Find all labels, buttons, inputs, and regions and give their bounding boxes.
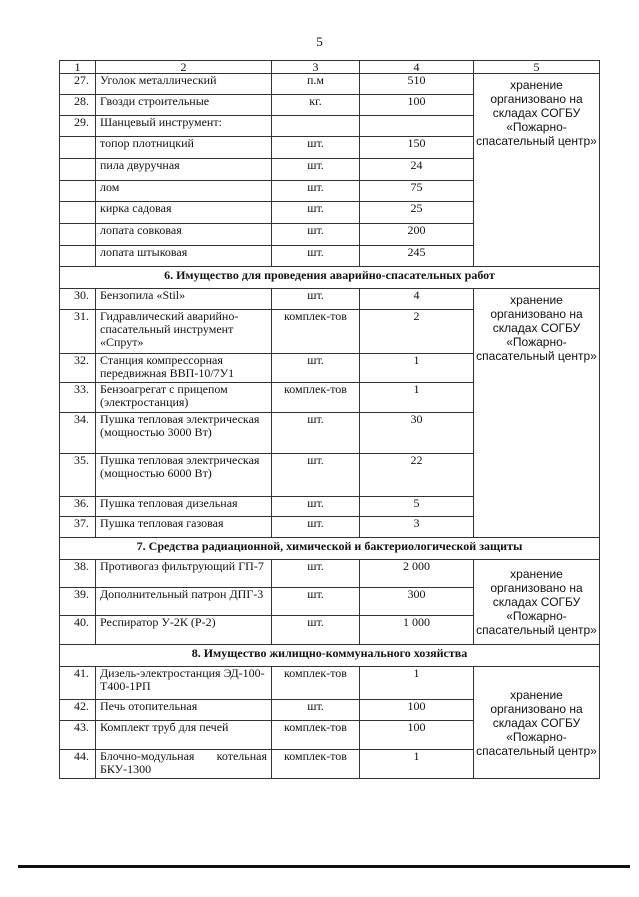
storage-note: хранение организовано на складах СОГБУ «Пожарно-спасательный центр» <box>474 289 600 538</box>
row-number: 28. <box>60 95 96 116</box>
item-name: лопата совковая <box>96 224 272 246</box>
item-name: Гидравлический аварийно-спасательный инструмент «Спрут» <box>96 310 272 354</box>
header-cell: 4 <box>360 61 474 74</box>
header-cell: 2 <box>96 61 272 74</box>
item-qty: 24 <box>360 159 474 181</box>
row-number <box>60 202 96 224</box>
row-number: 38. <box>60 560 96 588</box>
row-number: 44. <box>60 750 96 779</box>
row-number <box>60 224 96 246</box>
section-title: 8. Имущество жилищно-коммунального хозяйства <box>60 645 600 667</box>
item-qty: 1 <box>360 750 474 779</box>
item-name: Противогаз фильтрующий ГП-7 <box>96 560 272 588</box>
item-name: Бензоагрегат с прицепом (электростанция) <box>96 383 272 413</box>
item-unit: шт. <box>272 454 360 497</box>
item-qty: 30 <box>360 413 474 454</box>
header-cell: 5 <box>474 61 600 74</box>
item-name: Печь отопительная <box>96 700 272 721</box>
item-unit: кг. <box>272 95 360 116</box>
item-name: Блочно-модульная котельная БКУ-1300 <box>96 750 272 779</box>
item-unit: шт. <box>272 246 360 267</box>
storage-note: хранение организовано на складах СОГБУ «Пожарно-спасательный центр» <box>474 667 600 779</box>
header-cell: 1 <box>60 61 96 74</box>
item-name: Пушка тепловая газовая <box>96 517 272 538</box>
page-number: 5 <box>316 34 323 49</box>
item-qty: 100 <box>360 721 474 750</box>
item-unit: комплек-тов <box>272 667 360 700</box>
item-unit: шт. <box>272 413 360 454</box>
item-unit: комплек-тов <box>272 310 360 354</box>
row-number: 33. <box>60 383 96 413</box>
item-name: Дизель-электростанция ЭД-100-Т400-1РП <box>96 667 272 700</box>
item-qty: 510 <box>360 74 474 95</box>
item-unit: комплек-тов <box>272 383 360 413</box>
item-name: лом <box>96 181 272 202</box>
item-qty: 4 <box>360 289 474 310</box>
item-unit: шт. <box>272 497 360 517</box>
row-number: 29. <box>60 116 96 137</box>
row-number: 30. <box>60 289 96 310</box>
item-name: пила двуручная <box>96 159 272 181</box>
row-number <box>60 181 96 202</box>
row-number: 34. <box>60 413 96 454</box>
item-unit: шт. <box>272 137 360 159</box>
section-row <box>60 645 600 667</box>
item-qty <box>360 116 474 137</box>
row-number: 37. <box>60 517 96 538</box>
row-number: 27. <box>60 74 96 95</box>
item-unit: шт. <box>272 181 360 202</box>
item-name: Респиратор У-2К (Р-2) <box>96 616 272 645</box>
header-cell: 3 <box>272 61 360 74</box>
item-qty: 3 <box>360 517 474 538</box>
section-title: 6. Имущество для проведения аварийно-спасательных работ <box>60 267 600 289</box>
table-row <box>60 289 600 310</box>
item-unit: шт. <box>272 560 360 588</box>
item-qty: 25 <box>360 202 474 224</box>
section-row <box>60 538 600 560</box>
item-qty: 1 000 <box>360 616 474 645</box>
item-qty: 5 <box>360 497 474 517</box>
item-name: Пушка тепловая электрическая (мощностью 6000 Вт) <box>96 454 272 497</box>
item-qty: 2 000 <box>360 560 474 588</box>
table-row <box>60 667 600 700</box>
item-name: Бензопила «Stil» <box>96 289 272 310</box>
item-qty: 1 <box>360 354 474 383</box>
item-name: кирка садовая <box>96 202 272 224</box>
item-unit: комплек-тов <box>272 750 360 779</box>
item-qty: 245 <box>360 246 474 267</box>
table-row <box>60 560 600 588</box>
item-unit: п.м <box>272 74 360 95</box>
row-number <box>60 137 96 159</box>
row-number: 43. <box>60 721 96 750</box>
item-unit: шт. <box>272 517 360 538</box>
section-row <box>60 267 600 289</box>
footer-divider <box>18 865 630 868</box>
row-number: 36. <box>60 497 96 517</box>
item-qty: 75 <box>360 181 474 202</box>
item-name: Комплект труб для печей <box>96 721 272 750</box>
row-number: 39. <box>60 588 96 616</box>
item-qty: 1 <box>360 383 474 413</box>
item-qty: 100 <box>360 95 474 116</box>
item-unit: шт. <box>272 354 360 383</box>
item-qty: 300 <box>360 588 474 616</box>
header-row <box>60 61 600 74</box>
item-unit: шт. <box>272 224 360 246</box>
item-name: Шанцевый инструмент: <box>96 116 272 137</box>
item-name: Пушка тепловая дизельная <box>96 497 272 517</box>
row-number: 40. <box>60 616 96 645</box>
table-row <box>60 74 600 95</box>
item-name: Гвозди строительные <box>96 95 272 116</box>
item-name: лопата штыковая <box>96 246 272 267</box>
row-number: 41. <box>60 667 96 700</box>
row-number: 31. <box>60 310 96 354</box>
section-title: 7. Средства радиационной, химической и бактериологической защиты <box>60 538 600 560</box>
row-number <box>60 159 96 181</box>
item-qty: 150 <box>360 137 474 159</box>
item-unit: шт. <box>272 616 360 645</box>
item-qty: 22 <box>360 454 474 497</box>
item-unit: шт. <box>272 588 360 616</box>
item-name: Уголок металлический <box>96 74 272 95</box>
item-qty: 2 <box>360 310 474 354</box>
item-qty: 100 <box>360 700 474 721</box>
row-number <box>60 246 96 267</box>
item-unit <box>272 116 360 137</box>
row-number: 35. <box>60 454 96 497</box>
item-name: топор плотницкий <box>96 137 272 159</box>
item-unit: шт. <box>272 289 360 310</box>
item-unit: шт. <box>272 202 360 224</box>
item-name: Пушка тепловая электрическая (мощностью 3000 Вт) <box>96 413 272 454</box>
item-unit: шт. <box>272 700 360 721</box>
item-unit: шт. <box>272 159 360 181</box>
storage-note: хранение организовано на складах СОГБУ «Пожарно-спасательный центр» <box>474 74 600 267</box>
item-unit: комплек-тов <box>272 721 360 750</box>
item-qty: 200 <box>360 224 474 246</box>
item-name: Станция компрессорная передвижная ВВП-10/7У1 <box>96 354 272 383</box>
item-qty: 1 <box>360 667 474 700</box>
item-name: Дополнительный патрон ДПГ-3 <box>96 588 272 616</box>
row-number: 32. <box>60 354 96 383</box>
row-number: 42. <box>60 700 96 721</box>
inventory-table <box>59 60 600 779</box>
storage-note: хранение организовано на складах СОГБУ «Пожарно-спасательный центр» <box>474 560 600 645</box>
